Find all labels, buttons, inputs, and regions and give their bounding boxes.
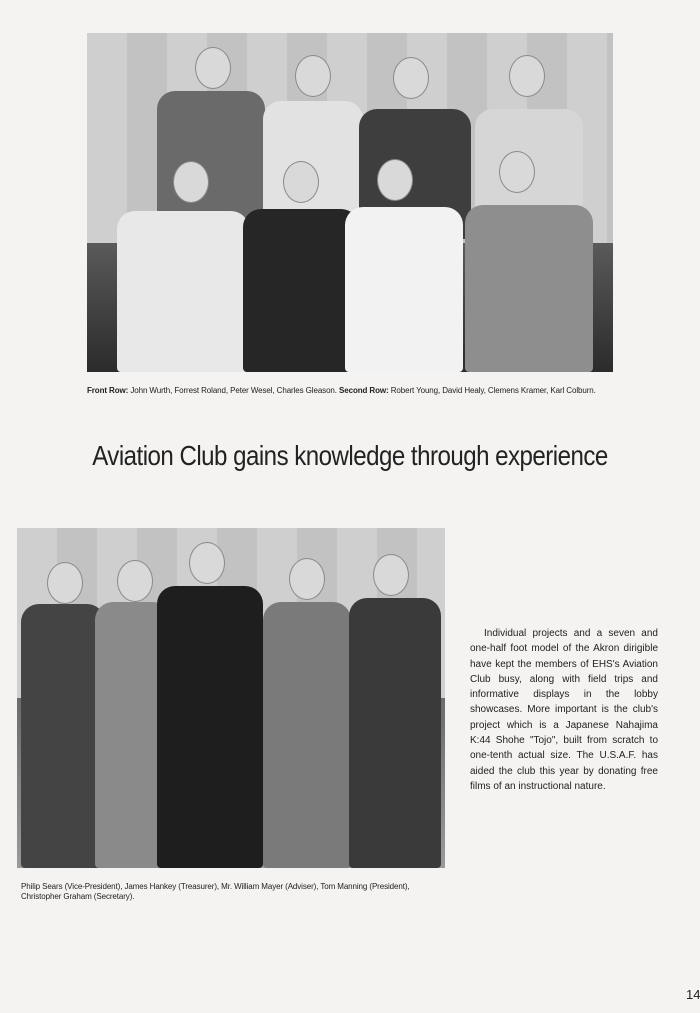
person-head bbox=[393, 57, 429, 99]
second-row-label: Second Row: bbox=[339, 386, 389, 395]
front-row-names: John Wurth, Forrest Roland, Peter Wesel, Charles Gleason. bbox=[130, 386, 337, 395]
person-figure bbox=[349, 598, 441, 868]
person-figure bbox=[21, 604, 105, 868]
person-head bbox=[289, 558, 325, 600]
person-figure bbox=[345, 207, 463, 372]
person-head bbox=[189, 542, 225, 584]
person-figure bbox=[263, 602, 351, 868]
person-head bbox=[47, 562, 83, 604]
person-head bbox=[509, 55, 545, 97]
person-head bbox=[499, 151, 535, 193]
front-row-label: Front Row: bbox=[87, 386, 129, 395]
person-figure bbox=[157, 586, 263, 868]
page-headline: Aviation Club gains knowledge through experience bbox=[92, 440, 608, 471]
bottom-photo bbox=[17, 528, 445, 868]
person-head bbox=[283, 161, 319, 203]
person-figure bbox=[243, 209, 359, 372]
bottom-photo-caption: Philip Sears (Vice-President), James Hankey (Treasurer), Mr. William Mayer (Adviser), Tom Manning (President), Christopher Graham (Secretary). bbox=[21, 882, 410, 901]
article-body: Individual projects and a seven and one-half foot model of the Akron dirigible have kept the members of EHS's Aviation Club busy, along with field trips and informative displays in the lobby showcases. More important is the club's project which is a Japanese Nahajima K:44 Shohe "Tojo", built from scratch to one-tenth actual size. The U.S.A.F. has aided the club this year by donating free films of an instructional nature. bbox=[470, 628, 658, 792]
person-head bbox=[173, 161, 209, 203]
top-photo-caption bbox=[87, 386, 647, 396]
person-head bbox=[373, 554, 409, 596]
second-row-names: Robert Young, David Healy, Clemens Kramer, Karl Colburn. bbox=[390, 386, 596, 395]
page-number: 14 bbox=[686, 987, 700, 1002]
person-head bbox=[195, 47, 231, 89]
top-photo bbox=[87, 33, 613, 372]
person-head bbox=[117, 560, 153, 602]
person-figure bbox=[117, 211, 249, 372]
person-head bbox=[377, 159, 413, 201]
person-head bbox=[295, 55, 331, 97]
person-figure bbox=[465, 205, 593, 372]
